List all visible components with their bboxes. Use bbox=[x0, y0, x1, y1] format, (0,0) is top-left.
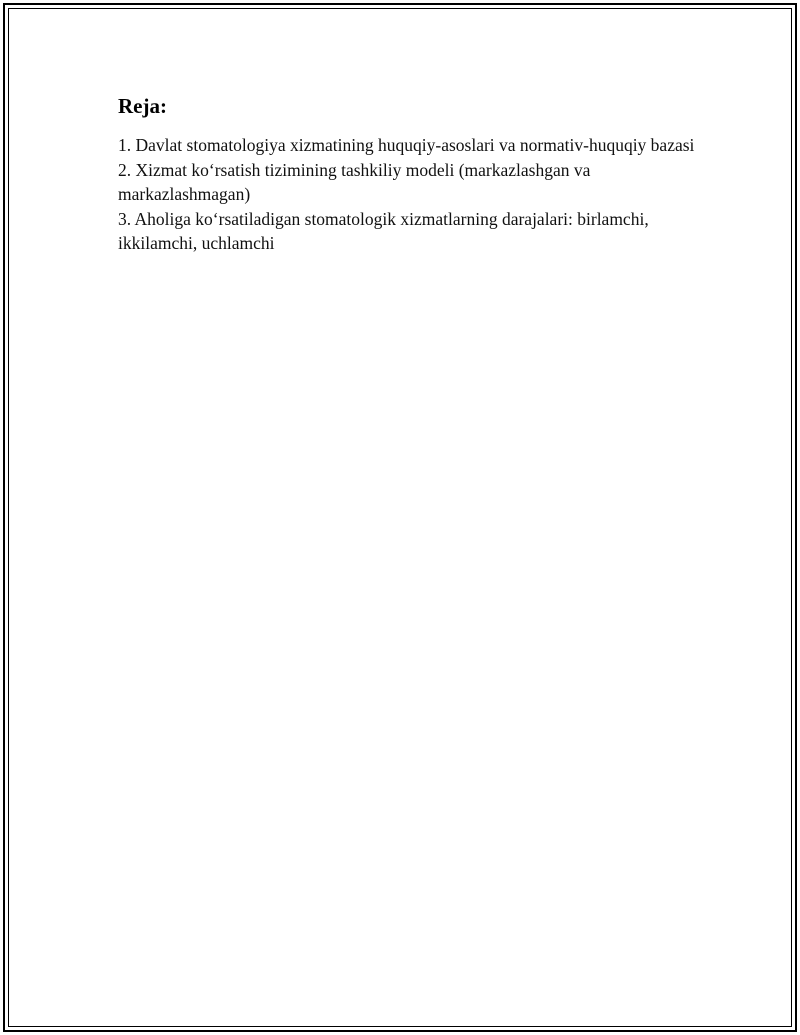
plan-item-3: 3. Aholiga ko‘rsatiladigan stomatologik xizmatlarning darajalari: birlamchi, ikkilamchi, uchlamchi bbox=[118, 208, 649, 253]
plan-item-1: 1. Davlat stomatologiya xizmatining huquqiy-asoslari va normativ-huquqiy bazasi bbox=[118, 135, 695, 155]
plan-item-2: 2. Xizmat ko‘rsatish tizimining tashkiliy modeli (markazlashgan va markazlashmagan) bbox=[118, 159, 591, 204]
plan-list bbox=[118, 133, 698, 256]
plan-heading: Reja: bbox=[118, 94, 167, 118]
document-body bbox=[118, 92, 698, 256]
